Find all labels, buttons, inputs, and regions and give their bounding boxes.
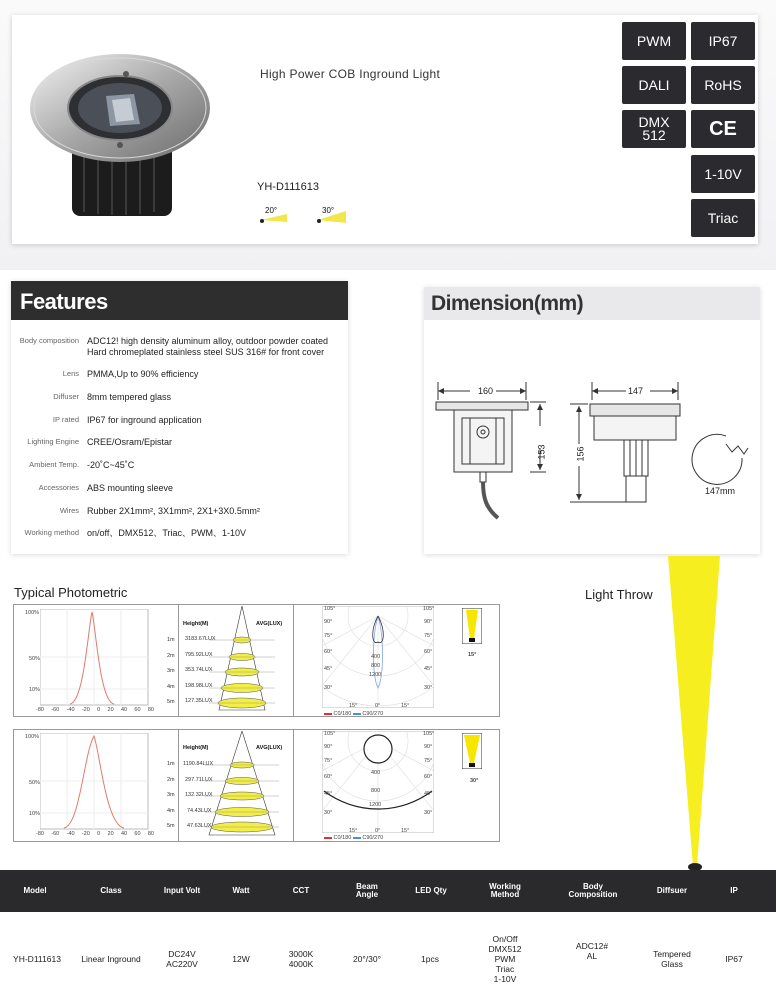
- polar-chart-30: [322, 731, 434, 833]
- lux-value: 353.74LUX: [185, 667, 213, 673]
- lux-value: 297.71LUX: [185, 777, 213, 783]
- polar-tick-left: 60°: [324, 774, 333, 780]
- beam-15-label: 15°: [468, 652, 477, 658]
- polar-tick-right: 30°: [424, 810, 433, 816]
- cell-cct: 3000K 4000K: [288, 949, 314, 969]
- lux-value: 74.43LUX: [187, 808, 212, 814]
- light-throw-beam: [668, 556, 724, 874]
- feature-key: Wires: [59, 506, 79, 515]
- curve-x-tick: -60: [51, 707, 60, 713]
- col-cct: CCT: [292, 886, 310, 895]
- polar-legend: [324, 711, 383, 717]
- photometric-title: Typical Photometric: [14, 585, 128, 600]
- feature-key: Accessories: [38, 483, 79, 492]
- polar-value: 400: [371, 770, 381, 776]
- polar-tick-left: 30°: [324, 685, 333, 691]
- cell-model: YH-D111613: [13, 954, 61, 964]
- product-image: [28, 52, 213, 222]
- curve-x-tick: -20: [81, 707, 90, 713]
- col-beam-angle: Beam Angle: [355, 882, 379, 899]
- lux-value: 127.35LUX: [185, 698, 213, 704]
- panel-divider: [293, 729, 294, 842]
- dimension-width-front: 160: [478, 386, 494, 396]
- curve-x-tick: -40: [66, 707, 75, 713]
- distance-label: 2m: [167, 777, 175, 783]
- curve-x-tick: -60: [51, 831, 60, 837]
- cell-beam-angle: 20°/30°: [352, 954, 382, 964]
- col-input-volt: Input Volt: [163, 886, 201, 895]
- polar-tick-right: 105°: [423, 731, 435, 737]
- polar-tick-left: 75°: [324, 758, 333, 764]
- col-watt: Watt: [232, 886, 250, 895]
- distance-label: 2m: [167, 653, 175, 659]
- curve-y-tick: 100%: [25, 734, 40, 740]
- lux-value: 47.63LUX: [187, 823, 212, 829]
- feature-key: Lens: [62, 369, 79, 378]
- cell-class: Linear Inground: [81, 954, 141, 964]
- polar-tick-right: 90°: [424, 744, 433, 750]
- beam-tag-30: 30°: [322, 206, 335, 215]
- feature-value: IP67 for inground application: [87, 415, 202, 425]
- feature-key: IP rated: [52, 415, 79, 424]
- beam-30-icon: [462, 733, 482, 769]
- curve-x-tick: 60: [134, 831, 141, 837]
- curve-y-tick: 50%: [29, 780, 41, 786]
- curve-x-tick: 0: [97, 707, 101, 713]
- curve-x-tick: 40: [120, 707, 128, 713]
- illuminance-cone-15: [209, 606, 275, 714]
- panel-divider: [293, 604, 294, 717]
- feature-value: PMMA,Up to 90% efficiency: [87, 369, 199, 379]
- badge-rohs: RoHS: [691, 66, 755, 104]
- badge-triac: Triac: [691, 199, 755, 237]
- col-class: Class: [100, 886, 122, 895]
- curve-y-tick: 50%: [29, 656, 41, 662]
- polar-tick-left: 105°: [324, 731, 336, 737]
- curve-y-tick: 10%: [29, 811, 41, 817]
- intensity-curve-15: [40, 609, 150, 706]
- polar-value: 1200: [369, 672, 382, 678]
- col-body-composition: Body Composition: [568, 882, 618, 899]
- feature-value: Rubber 2X1mm², 3X1mm², 2X1+3X0.5mm²: [87, 506, 260, 516]
- polar-value: 800: [371, 788, 381, 794]
- curve-x-tick: 60: [134, 707, 141, 713]
- polar-bottom-tick: 0°: [375, 828, 381, 834]
- polar-legend-c0: C0/180: [333, 711, 352, 717]
- lux-value: 132.32LUX: [185, 792, 213, 798]
- curve-x-tick: 20: [107, 831, 114, 837]
- col-diffuser: Diffsuer: [656, 886, 688, 895]
- polar-tick-left: 60°: [324, 649, 333, 655]
- polar-tick-left: 45°: [324, 666, 333, 672]
- lux-value: 198.98LUX: [185, 683, 213, 689]
- distance-label: 5m: [167, 699, 175, 705]
- avg-label: AVG(LUX): [256, 745, 283, 751]
- model-code: YH-D111613: [257, 181, 319, 193]
- polar-legend-c0: C0/180: [333, 835, 352, 841]
- features-title: Features: [11, 281, 348, 320]
- illuminance-cone-30: [205, 731, 279, 839]
- badge-dali: DALI: [622, 66, 686, 104]
- polar-bottom-tick: 0°: [375, 703, 381, 709]
- polar-tick-right: 60°: [424, 774, 433, 780]
- polar-legend-c90: C90/270: [362, 835, 384, 841]
- badge-ce: CE: [691, 110, 755, 148]
- height-label: Height(M): [183, 621, 209, 627]
- intensity-curve-30: [40, 733, 150, 830]
- polar-legend: [324, 835, 383, 841]
- cell-diffuser: Tempered Glass: [653, 949, 691, 969]
- col-led-qty: LED Qty: [415, 886, 447, 895]
- dimension-height-front: 153: [536, 444, 547, 460]
- distance-label: 4m: [167, 684, 175, 690]
- distance-label: 3m: [167, 792, 175, 798]
- product-title: High Power COB Inground Light: [260, 67, 441, 81]
- feature-key: Diffuser: [53, 392, 79, 401]
- polar-tick-left: 105°: [324, 606, 336, 612]
- distance-label: 4m: [167, 808, 175, 814]
- distance-label: 1m: [167, 637, 175, 643]
- polar-bottom-tick: 15°: [349, 703, 358, 709]
- feature-value: 8mm tempered glass: [87, 392, 172, 402]
- lux-value: 795.92LUX: [185, 652, 213, 658]
- polar-legend-c90: C90/270: [362, 711, 384, 717]
- curve-x-tick: 80: [147, 707, 154, 713]
- cell-body-composition: ADC12# AL: [575, 941, 609, 961]
- beam-20-icon: [259, 212, 291, 224]
- cell-input-volt: DC24V AC220V: [166, 949, 198, 969]
- polar-tick-left: 90°: [324, 744, 333, 750]
- polar-bottom-tick: 15°: [401, 828, 410, 834]
- dimension-cutout: 147mm: [705, 486, 736, 496]
- feature-key: Working method: [24, 528, 79, 537]
- badge-dmx512: DMX 512: [622, 110, 686, 148]
- feature-key: Body composition: [19, 336, 79, 345]
- polar-tick-left: 90°: [324, 619, 333, 625]
- feature-value: CREE/Osram/Epistar: [87, 437, 173, 447]
- curve-x-ticks: [36, 707, 154, 713]
- polar-bottom-tick: 15°: [401, 703, 410, 709]
- badge-ip67: IP67: [691, 22, 755, 60]
- polar-tick-left: 45°: [324, 791, 333, 797]
- beam-15-icon: [462, 608, 482, 644]
- polar-bottom-tick: 15°: [349, 828, 358, 834]
- cell-working-method: On/Off DMX512 PWM Triac 1-10V: [488, 934, 522, 984]
- cell-led-qty: 1pcs: [421, 954, 439, 964]
- col-model: Model: [23, 886, 47, 895]
- curve-x-tick: -80: [36, 831, 44, 837]
- curve-x-tick: 40: [120, 831, 128, 837]
- badge-1-10v: 1-10V: [691, 155, 755, 193]
- curve-x-tick: -80: [36, 707, 44, 713]
- curve-x-tick: -40: [66, 831, 75, 837]
- polar-value: 1200: [369, 802, 382, 808]
- height-label: Height(M): [183, 745, 209, 751]
- light-throw-title: Light Throw: [585, 587, 653, 602]
- feature-key: Ambient Temp.: [29, 460, 79, 469]
- curve-x-tick: 80: [147, 831, 154, 837]
- polar-tick-left: 30°: [324, 810, 333, 816]
- lux-value: 1190.84LUX: [183, 761, 214, 767]
- polar-tick-right: 90°: [424, 619, 433, 625]
- badge-pwm: PWM: [622, 22, 686, 60]
- polar-value: 400: [371, 654, 381, 660]
- feature-value: on/off、DMX512、Triac、PWM、1-10V: [87, 528, 247, 538]
- feature-key: Lighting Engine: [27, 437, 79, 446]
- beam-30-icon: [316, 210, 350, 224]
- dimension-width-side: 147: [628, 386, 644, 396]
- feature-value: ADC12! high density aluminum alloy, outdoor powder coated Hard chromeplated stainless steel SUS 316# for front cover: [87, 336, 328, 357]
- avg-label: AVG(LUX): [256, 621, 283, 627]
- polar-tick-right: 60°: [424, 649, 433, 655]
- curve-y-tick: 100%: [25, 610, 40, 616]
- lux-value: 3183.67LUX: [185, 636, 216, 642]
- distance-label: 1m: [167, 761, 175, 767]
- polar-tick-right: 75°: [424, 633, 433, 639]
- polar-tick-right: 30°: [424, 685, 433, 691]
- dimension-drawing: [430, 378, 760, 528]
- curve-x-tick: 0: [97, 831, 101, 837]
- polar-tick-right: 105°: [423, 606, 435, 612]
- beam-tag-20: 20°: [265, 206, 278, 215]
- polar-tick-right: 45°: [424, 666, 433, 672]
- panel-divider: [178, 729, 179, 842]
- dimension-title: Dimension(mm): [424, 287, 760, 320]
- feature-value: -20˚C~45˚C: [87, 460, 135, 470]
- col-ip: IP: [730, 886, 738, 895]
- beam-30-label: 30°: [470, 778, 479, 784]
- distance-label: 5m: [167, 823, 175, 829]
- cell-ip: IP67: [725, 954, 743, 964]
- panel-divider: [178, 604, 179, 717]
- curve-x-ticks: [36, 831, 154, 837]
- distance-label: 3m: [167, 668, 175, 674]
- polar-value: 800: [371, 663, 381, 669]
- curve-x-tick: -20: [81, 831, 90, 837]
- curve-y-tick: 10%: [29, 687, 41, 693]
- col-working-method: Working Method: [489, 882, 521, 899]
- polar-tick-left: 75°: [324, 633, 333, 639]
- polar-tick-right: 75°: [424, 758, 433, 764]
- feature-value: ABS mounting sleeve: [87, 483, 174, 493]
- polar-tick-right: 45°: [424, 791, 433, 797]
- cell-watt: 12W: [232, 954, 250, 964]
- curve-x-tick: 20: [107, 707, 114, 713]
- dimension-height-side: 156: [575, 446, 586, 462]
